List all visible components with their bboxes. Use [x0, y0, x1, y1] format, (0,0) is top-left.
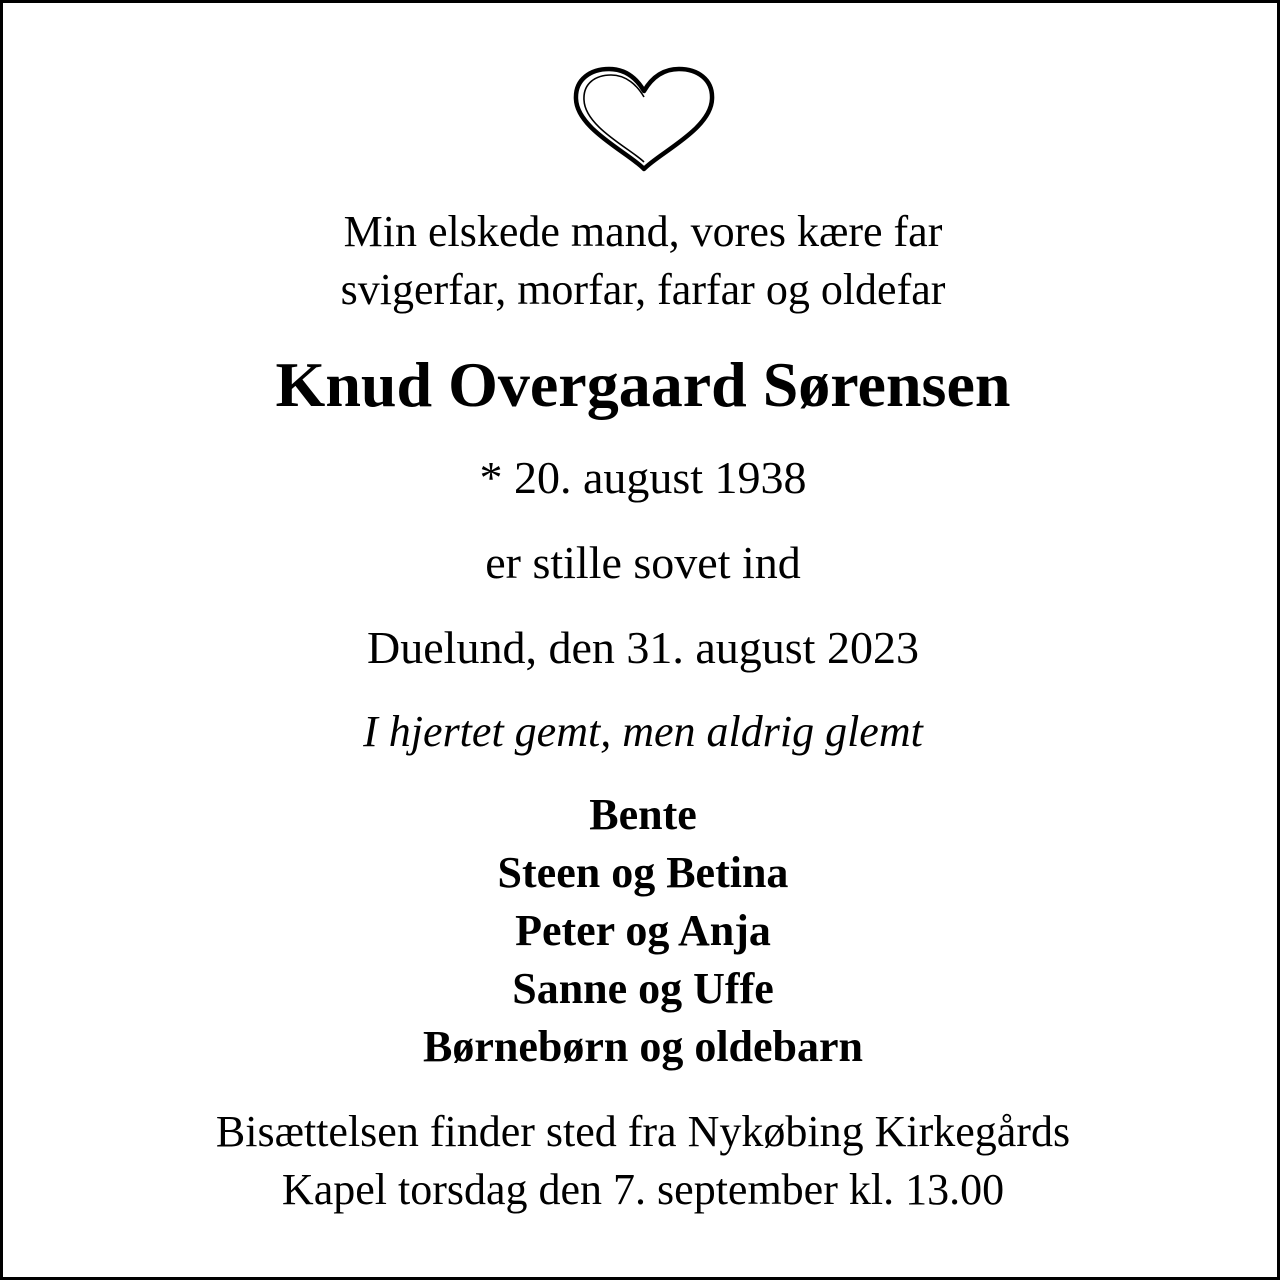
passed-away-text: er stille sovet ind — [485, 537, 801, 588]
funeral-info-line-2: Kapel torsdag den 7. september kl. 13.00 — [281, 1165, 1005, 1214]
family-member-4: Sanne og Uffe — [512, 964, 774, 1013]
funeral-info-line-1: Bisættelsen finder sted fra Nykøbing Kirkegårds — [215, 1107, 1071, 1156]
intro-line-2: svigerfar, morfar, farfar og oldefar — [340, 265, 946, 314]
birth-date: * 20. august 1938 — [479, 452, 807, 503]
family-member-1: Bente — [589, 790, 697, 839]
family-member-3: Peter og Anja — [515, 906, 771, 955]
memorial-quote: I hjertet gemt, men aldrig glemt — [363, 707, 923, 756]
place-and-date: Duelund, den 31. august 2023 — [367, 622, 919, 673]
family-member-2: Steen og Betina — [497, 848, 789, 897]
heart-outline-icon — [571, 65, 717, 173]
intro-line-1: Min elskede mand, vores kære far — [343, 207, 943, 256]
family-member-5: Børnebørn og oldebarn — [422, 1022, 864, 1071]
deceased-name: Knud Overgaard Sørensen — [275, 349, 1011, 420]
